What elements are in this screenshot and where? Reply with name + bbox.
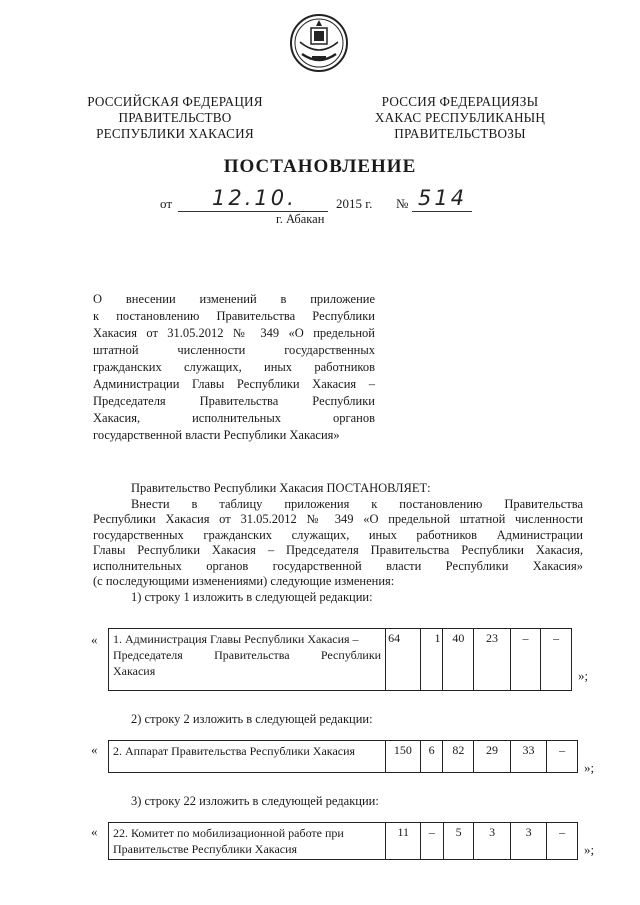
table-cell: 3 — [510, 823, 546, 860]
item-2-block — [93, 712, 583, 728]
table-cell: 3 — [474, 823, 510, 860]
subject-line: Хакасия, исполнительных органов — [93, 411, 375, 425]
subject-line: штатной численности государственных — [93, 343, 375, 357]
quote-close: »; — [584, 842, 595, 857]
table-cell: 23 — [474, 629, 511, 691]
row-name-line: 2. Аппарат Правительства Республики Хакасия — [113, 744, 356, 758]
body-line: Внести в таблицу приложения к постановлению Правительства — [131, 496, 583, 511]
header-left-line: РОССИЙСКАЯ ФЕДЕРАЦИЯ — [87, 94, 263, 109]
row-name-cell — [109, 823, 386, 860]
subject-line: к постановлению Правительства Республики — [93, 309, 375, 323]
header-left-line: РЕСПУБЛИКИ ХАКАСИЯ — [96, 126, 254, 141]
number-sign: № — [396, 196, 409, 211]
number-underline — [412, 211, 472, 212]
header-right-line: ХАКАС РЕСПУБЛИКАНЫҢ — [374, 110, 546, 125]
quote-open: « — [91, 742, 98, 757]
item-3-text: 3) строку 22 изложить в следующей редакции: — [131, 794, 379, 808]
table-cell: 6 — [420, 741, 443, 773]
table-cell: 11 — [386, 823, 421, 860]
table-cell: 33 — [510, 741, 547, 773]
header-right-line: ПРАВИТЕЛЬСТВОЗЫ — [394, 126, 526, 141]
table-cell: – — [510, 629, 541, 691]
subject-block — [93, 291, 375, 444]
item-2-text: 2) строку 2 изложить в следующей редакции: — [131, 712, 373, 726]
table-cell: 29 — [474, 741, 511, 773]
subject-line: государственной власти Республики Хакасия» — [93, 428, 340, 442]
subject-line: Председателя Правительства Республики — [93, 394, 375, 408]
header-right-line: РОССИЯ ФЕДЕРАЦИЯЗЫ — [381, 94, 539, 109]
table-cell: 1 — [420, 629, 443, 691]
subject-line: О внесении изменений в приложение — [93, 292, 375, 306]
quote-open: « — [91, 824, 98, 839]
date-handwritten: 12.10. — [212, 186, 297, 210]
subject-line: Хакасия от 31.05.2012 № 349 «О предельной — [93, 326, 375, 340]
body-line: Главы Республики Хакасия – Председателя Правительства Республики Хакасия, — [93, 543, 583, 557]
city-label: г. Абакан — [276, 212, 325, 226]
body-line: исполнительных органов государственной власти Республики Хакасия» — [93, 558, 583, 573]
table-cell: 150 — [385, 741, 420, 773]
table-row-1 — [108, 628, 572, 691]
quote-close: »; — [578, 668, 589, 683]
body-line: государственных гражданских служащих, иных работников Администрации — [93, 527, 583, 542]
table-cell: 82 — [443, 741, 474, 773]
header-right — [355, 94, 565, 142]
item-3-block — [93, 794, 583, 810]
document-title: ПОСТАНОВЛЕНИЕ — [223, 156, 417, 177]
body-line: Республики Хакасия от 31.05.2012 № 349 «О предельной штатной численности — [93, 512, 583, 526]
table-cell: – — [547, 823, 578, 860]
table-cell: 64 — [386, 629, 421, 691]
row-name-line: Хакасия — [113, 664, 156, 678]
header-left — [70, 94, 280, 142]
body-line: (с последующими изменениями) следующие изменения: — [93, 574, 395, 588]
row-name-line: Председателя Правительства Республики — [113, 648, 382, 662]
item-1-text: 1) строку 1 изложить в следующей редакции: — [131, 589, 373, 604]
body-text — [93, 481, 583, 605]
decree-line: Правительство Республики Хакасия ПОСТАНОВЛЯЕТ: — [131, 481, 431, 495]
table-cell: – — [547, 741, 578, 773]
quote-close: »; — [584, 760, 595, 775]
table-cell: – — [421, 823, 444, 860]
from-label: от — [160, 196, 173, 211]
row-name-line: 22. Комитет по мобилизационной работе при — [113, 826, 344, 840]
row-name-cell — [109, 629, 386, 691]
number-handwritten: 514 — [418, 186, 468, 210]
date-line — [140, 186, 520, 214]
header-left-line: ПРАВИТЕЛЬСТВО — [118, 110, 232, 125]
coat-of-arms-icon — [288, 12, 350, 74]
row-name-cell — [109, 741, 386, 773]
row-name-line: 1. Администрация Главы Республики Хакасия – — [113, 632, 359, 646]
year-label: 2015 г. — [336, 196, 373, 211]
row-name-line: Правительстве Республики Хакасия — [113, 842, 298, 856]
table-cell: 5 — [443, 823, 474, 860]
table-cell: – — [541, 629, 572, 691]
subject-line: Администрации Главы Республики Хакасия – — [93, 377, 375, 391]
table-cell: 40 — [443, 629, 474, 691]
table-row-22 — [108, 822, 578, 860]
table-row-2 — [108, 740, 578, 773]
subject-line: гражданских служащих, иных работников — [93, 360, 375, 374]
quote-open: « — [91, 632, 98, 647]
